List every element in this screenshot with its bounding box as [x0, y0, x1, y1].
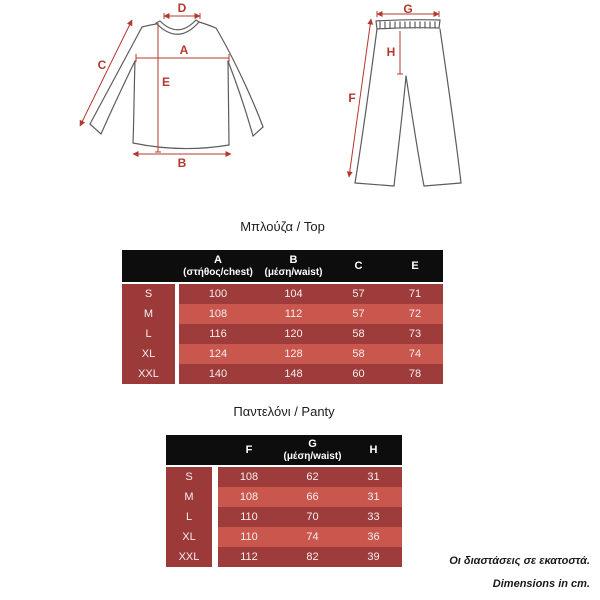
table-cell: 116: [209, 328, 227, 340]
shirt-measure-label-a: A: [179, 43, 189, 57]
table-row-l: [122, 324, 443, 344]
table-cell: 57: [352, 308, 365, 320]
column-key: C: [354, 259, 363, 272]
column-key: B: [289, 253, 298, 266]
size-label: L: [166, 507, 212, 527]
column-key: F: [245, 443, 253, 456]
table-cell: 72: [408, 308, 422, 320]
pants-size-table: [166, 435, 402, 567]
size-label: XL: [122, 344, 175, 364]
top-size-table: [122, 250, 443, 384]
pants-table-header: [166, 435, 402, 465]
table-cell: 74: [408, 348, 422, 360]
size-label: M: [122, 304, 175, 324]
table-cell: 78: [408, 368, 422, 380]
table-row-m: [166, 487, 402, 507]
pants-measure-label-f: F: [348, 91, 356, 105]
column-subtitle: (μέση/waist): [283, 450, 342, 462]
table-cell: 31: [367, 471, 380, 483]
shirt-measure-label-e: E: [161, 75, 171, 89]
table-row-s: [122, 284, 443, 304]
shirt-measure-label-b: B: [177, 156, 187, 170]
top-table-body: [122, 284, 443, 384]
size-label: XL: [166, 527, 212, 547]
table-cell: 66: [306, 491, 319, 503]
table-row-xxl: [122, 364, 443, 384]
table-cell: 73: [408, 328, 422, 340]
table-cell: 74: [306, 531, 319, 543]
footnote-english: Dimensions in cm.: [492, 578, 590, 590]
table-cell: 148: [284, 368, 303, 380]
table-cell: 58: [352, 328, 365, 340]
table-row-m: [122, 304, 443, 324]
size-label: L: [122, 324, 175, 344]
table-cell: 104: [284, 288, 303, 300]
size-label: XXL: [122, 364, 175, 384]
table-row-xl: [166, 527, 402, 547]
table-cell: 110: [240, 531, 258, 543]
header-spacer: [166, 435, 218, 465]
table-cell: 108: [239, 491, 259, 503]
table-cell: 36: [367, 531, 380, 543]
column-header-a: [179, 250, 257, 282]
table-cell: 100: [208, 288, 228, 300]
table-row-xl: [122, 344, 443, 364]
table-cell: 120: [284, 328, 303, 340]
table-cell: 110: [240, 511, 258, 523]
column-subtitle: (στήθος/chest): [183, 266, 253, 278]
table-cell: 112: [284, 308, 303, 320]
table-cell: 128: [284, 348, 303, 360]
table-cell: 71: [408, 288, 422, 300]
column-header-b: [257, 250, 330, 282]
table-cell: 57: [352, 288, 365, 300]
table-cell: 108: [208, 308, 228, 320]
table-cell: 108: [239, 471, 259, 483]
table-cell: 82: [306, 551, 319, 563]
column-header-c: [330, 250, 387, 282]
column-key: E: [411, 259, 419, 272]
table-row-s: [166, 467, 402, 487]
shirt-outline-drawing: [90, 20, 263, 149]
top-table-title: Μπλούζα / Top: [240, 219, 325, 234]
table-cell: 62: [306, 471, 319, 483]
pants-measure-label-h: H: [386, 45, 396, 59]
table-cell: 60: [352, 368, 365, 380]
header-spacer: [122, 250, 179, 282]
column-header-g: [280, 435, 345, 465]
column-subtitle: (μέση/waist): [264, 266, 323, 278]
table-row-xxl: [166, 547, 402, 567]
column-key: H: [369, 443, 378, 456]
table-cell: 140: [208, 368, 228, 380]
size-label: XXL: [166, 547, 212, 567]
pants-measure-label-g: G: [403, 2, 413, 16]
top-table-header: [122, 250, 443, 282]
garment-diagram: [0, 0, 600, 212]
column-key: A: [214, 253, 222, 266]
column-key: G: [308, 437, 317, 450]
table-cell: 70: [306, 511, 319, 523]
size-label: M: [166, 487, 212, 507]
size-label: S: [122, 284, 175, 304]
footnote-greek: Οι διαστάσεις σε εκατοστά.: [449, 555, 590, 567]
column-header-f: [218, 435, 280, 465]
table-cell: 124: [208, 348, 228, 360]
table-cell: 39: [367, 551, 380, 563]
pants-table-body: [166, 467, 402, 567]
table-cell: 33: [367, 511, 380, 523]
pants-measurement-lines: [349, 11, 439, 177]
table-cell: 112: [240, 551, 258, 563]
shirt-measure-label-c: C: [97, 58, 107, 72]
size-label: S: [166, 467, 212, 487]
table-cell: 31: [367, 491, 380, 503]
table-cell: 58: [352, 348, 365, 360]
pants-table-title: Παντελόνι / Panty: [233, 404, 335, 419]
shirt-measurement-lines: [80, 13, 231, 154]
pants-outline-drawing: [355, 20, 461, 186]
column-header-h: [345, 435, 402, 465]
shirt-measure-label-d: D: [177, 1, 187, 15]
column-header-e: [387, 250, 443, 282]
table-row-l: [166, 507, 402, 527]
